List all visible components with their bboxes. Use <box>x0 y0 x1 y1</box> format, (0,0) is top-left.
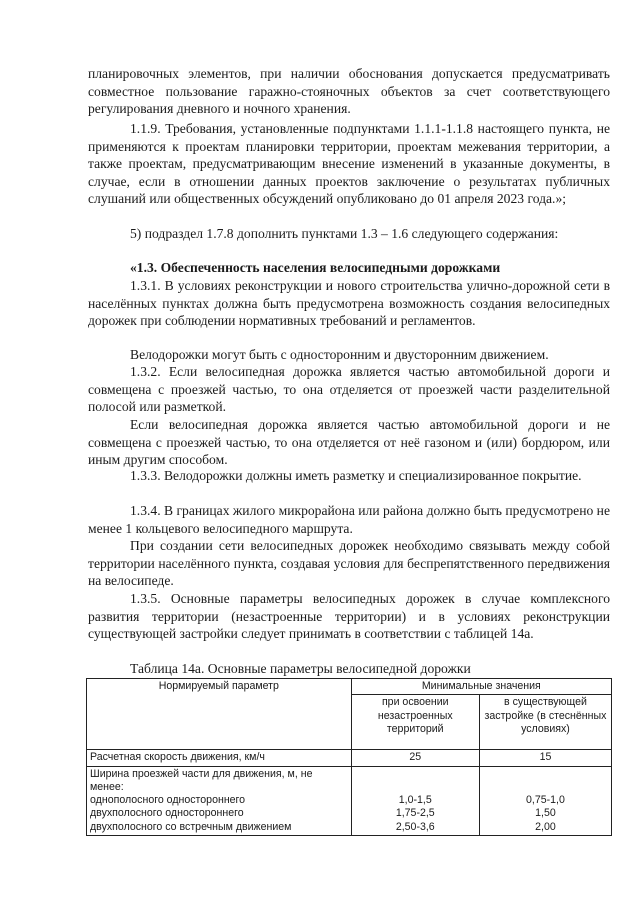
table-caption: Таблица 14а. Основные параметры велосипедной дорожки <box>130 661 471 676</box>
paragraph-1-1-9: 1.1.9. Требования, установленные подпунктами 1.1.1-1.1.8 настоящего пункта, не применяются к проектам планировки территории, проектам межевания территории, а также проектам, предусматривающим внесение изменений в указанные документы, в случае, если в отношении данных проектов заключение о результатах публичных слушаний или общественных обсуждений опубликовано до 01 апреля 2023 года.»; <box>88 121 610 206</box>
row-width-sub-1-label: однополосного одностороннего <box>90 794 246 807</box>
row-width-existing-values <box>479 766 611 835</box>
parameters-table <box>86 678 612 836</box>
row-width-sub-3-label: двухполосного со встречным движением <box>90 820 292 833</box>
header-min-values: Минимальные значения <box>351 679 611 695</box>
header-param: Нормируемый параметр <box>87 679 352 750</box>
row-width-new-values <box>351 766 479 835</box>
paragraph-1-3-5: 1.3.5. Основные параметры велосипедных дорожек в случае комплексного развития территории (незастроенные территории) и в условиях реконструкции существующей застройки следует принимать в соответствии с таблицей 14а. <box>88 591 610 641</box>
row-speed-existing: 15 <box>479 750 611 766</box>
paragraph-item-5: 5) подраздел 1.7.8 дополнить пунктами 1.3 – 1.6 следующего содержания: <box>130 226 559 241</box>
paragraph-1-3-1: 1.3.1. В условиях реконструкции и нового строительства улично-дорожной сети в населённых пунктах должна быть предусмотрена возможность создания велосипедных дорожек при соблюдении нормативных требований и регламентов. <box>88 278 610 328</box>
row-width-sub-1-existing: 0,75-1,0 <box>526 794 565 807</box>
table-header-row <box>87 679 612 695</box>
table-row <box>87 766 612 835</box>
section-heading-1-3: «1.3. Обеспеченность населения велосипедными дорожками <box>130 260 501 275</box>
row-speed-label: Расчетная скорость движения, км/ч <box>87 750 352 766</box>
header-existing-buildings: в существующей застройке (в стеснённых условиях) <box>479 695 611 750</box>
row-width-sub-2-label: двухполосного одностороннего <box>90 807 244 820</box>
row-width-sub-2-existing: 1,50 <box>535 807 556 820</box>
row-width-sub-3-new: 2,50-3,6 <box>395 820 435 833</box>
paragraph-separation: Если велосипедная дорожка является частью автомобильной дороги и не совмещена с проезжей частью, то она отделяется от неё газоном и (или) бордюром, или иным другим способом. <box>88 417 610 467</box>
row-width-sub-1-new: 1,0-1,5 <box>398 794 432 807</box>
paragraph-bike-lanes-direction: Велодорожки могут быть с односторонним и двусторонним движением. <box>130 347 549 362</box>
row-width-sub-2-new: 1,75-2,5 <box>395 807 435 820</box>
paragraph-network: При создании сети велосипедных дорожек необходимо связывать между собой территории населённого пункта, создавая условия для беспрепятственного передвижения на велосипеде. <box>88 538 610 588</box>
paragraph-1-3-3: 1.3.3. Велодорожки должны иметь разметку и специализированное покрытие. <box>130 468 582 483</box>
row-speed-new: 25 <box>351 750 479 766</box>
table-row <box>87 750 612 766</box>
paragraph-parking: планировочных элементов, при наличии обоснования допускается предусматривать совместное пользование гаражно-стояночных объектов за счет соответствующего регулирования дневного и ночного хранения. <box>88 66 610 116</box>
paragraph-1-3-4: 1.3.4. В границах жилого микрорайона или района должно быть предусмотрено не менее 1 кольцевого велосипедного маршрута. <box>88 503 610 536</box>
row-width-label: Ширина проезжей части для движения, м, не менее: <box>90 767 313 793</box>
header-new-territories: при освоении незастроенных территорий <box>351 695 479 750</box>
row-width-labels <box>87 766 352 835</box>
paragraph-1-3-2: 1.3.2. Если велосипедная дорожка является частью автомобильной дороги и совмещена с проезжей частью, то она отделяется от проезжей части разделительной полосой или разметкой. <box>88 364 610 414</box>
row-width-sub-3-existing: 2,00 <box>535 820 556 833</box>
